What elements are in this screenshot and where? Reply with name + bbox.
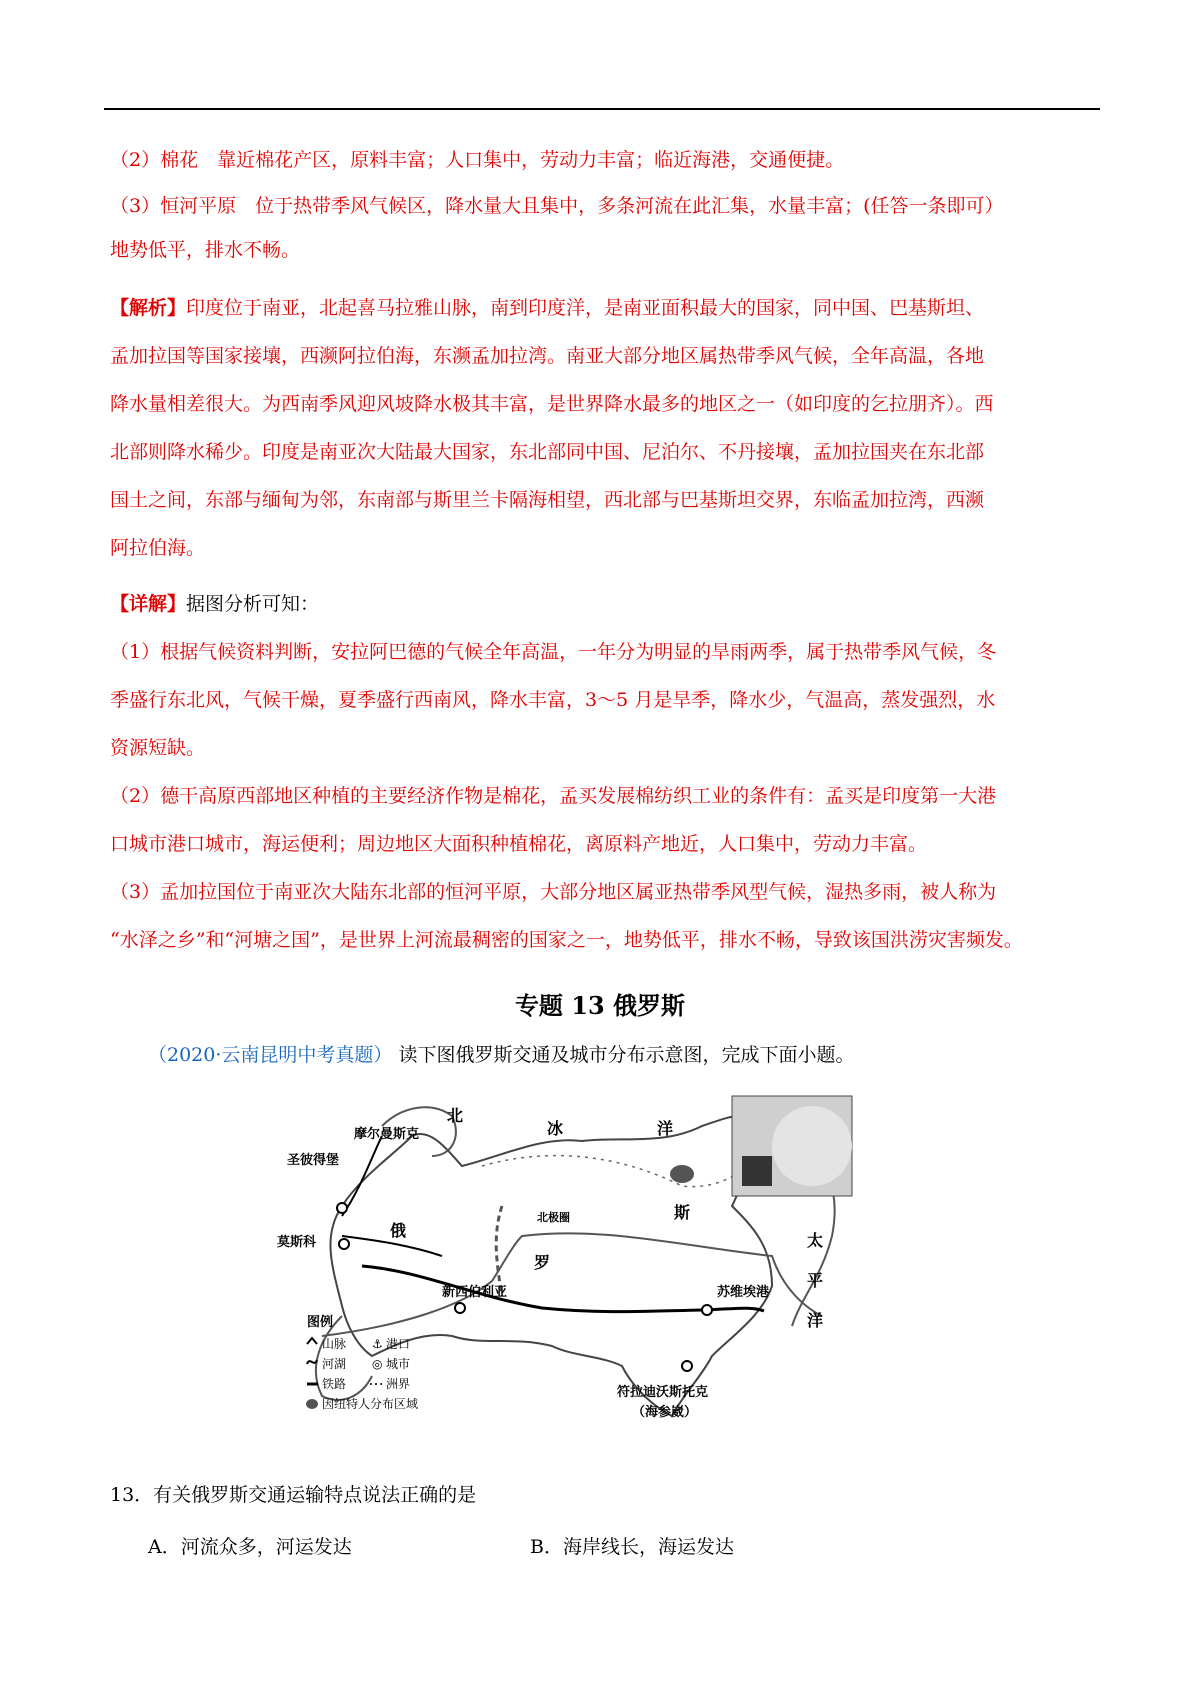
label-vladivostok-alt: （海参崴） — [632, 1405, 698, 1420]
label-vladivostok: 符拉迪沃斯托克 — [617, 1385, 709, 1400]
label-sovetskaya-gavan: 苏维埃港 — [717, 1285, 770, 1300]
city-novosibirsk — [455, 1303, 465, 1313]
label-arctic-circle: 北极圈 — [537, 1211, 570, 1224]
label-st-petersburg: 圣彼得堡 — [287, 1153, 340, 1168]
label-country-3: 斯 — [674, 1203, 691, 1222]
analysis-line: 降水量相差很大。为西南季风迎风坡降水极其丰富，是世界降水最多的地区之一（如印度的乞拉朋齐）。西 — [110, 393, 994, 415]
city-icon: ◎ — [372, 1357, 383, 1371]
label-country-1: 俄 — [390, 1221, 407, 1240]
detail-line: 口城市港口城市，海运便利；周边地区大面积种植棉花，离原料产地近，人口集中，劳动力丰富。 — [110, 833, 928, 855]
inuit-region-marker — [670, 1165, 694, 1183]
answer-2: （2）棉花 靠近棉花产区，原料丰富；人口集中，劳动力丰富；临近海港，交通便捷。 — [110, 149, 845, 171]
question-stem: 13．有关俄罗斯交通运输特点说法正确的是 — [110, 1484, 477, 1506]
answer-block — [110, 142, 1100, 268]
legend-boundary: 洲界 — [386, 1377, 411, 1391]
igloo-shape — [772, 1106, 852, 1186]
inuit-person — [742, 1156, 772, 1186]
detail-line: （2）德干高原西部地区种植的主要经济作物是棉花，孟买发展棉纺织工业的条件有：孟买是印度第一大港 — [110, 785, 997, 807]
legend-title: 图例 — [307, 1315, 334, 1330]
option-key: A． — [148, 1536, 181, 1558]
legend-city: 城市 — [386, 1357, 411, 1371]
label-ocean-north-3: 洋 — [657, 1119, 674, 1138]
inuit-area-icon — [306, 1399, 318, 1409]
legend-port: 港口 — [386, 1337, 411, 1351]
option-key: B． — [530, 1536, 563, 1558]
section-title: 专题 13 俄罗斯 — [514, 991, 686, 1020]
city-sovetskaya-gavan — [702, 1305, 712, 1315]
analysis-label: 【解析】 — [110, 297, 187, 319]
source-tag: （2020·云南昆明中考真题） — [148, 1044, 393, 1066]
city-vladivostok — [682, 1361, 692, 1371]
analysis-line: 阿拉伯海。 — [110, 537, 206, 559]
analysis-line: 国土之间，东部与缅甸为邻，东南部与斯里兰卡隔海相望，西北部与巴基斯坦交界，东临孟加拉湾，西濒 — [110, 489, 985, 511]
label-pacific-1: 太 — [807, 1231, 824, 1250]
detail-line: 资源短缺。 — [110, 737, 206, 759]
option-b[interactable] — [530, 1532, 734, 1559]
legend-river: 河湖 — [322, 1357, 347, 1371]
label-novosibirsk: 新西伯利亚 — [442, 1285, 508, 1300]
header-rule — [104, 108, 1100, 110]
detail-block — [110, 586, 1100, 958]
analysis-block — [110, 290, 1100, 566]
label-pacific-3: 洋 — [807, 1311, 824, 1330]
label-ocean-north-1: 北 — [447, 1106, 464, 1125]
detail-label: 【详解】 — [110, 593, 187, 615]
legend-railway: 铁路 — [322, 1377, 347, 1391]
option-text: 河流众多，河运发达 — [180, 1536, 352, 1558]
label-pacific-2: 平 — [807, 1271, 824, 1290]
detail-line: “水泽之乡”和“河塘之国”，是世界上河流最稠密的国家之一，地势低平，排水不畅，导致该国洪涝灾害频发。 — [110, 929, 1023, 951]
detail-line: （3）孟加拉国位于南亚次大陆东北部的恒河平原，大部分地区属亚热带季风型气候，湿热多雨，被人称为 — [110, 881, 997, 903]
detail-line: （1）根据气候资料判断，安拉阿巴德的气候全年高温，一年分为明显的旱雨两季，属于热带季风气候，冬 — [110, 641, 997, 663]
legend-mountain: 山脉 — [322, 1337, 347, 1351]
option-a[interactable] — [148, 1532, 352, 1559]
question-source — [148, 1040, 854, 1067]
label-moscow: 莫斯科 — [277, 1235, 317, 1250]
russia-map — [277, 1096, 922, 1450]
city-moscow — [339, 1239, 349, 1249]
answer-3-line1: （3）恒河平原 位于热带季风气候区，降水量大且集中，多条河流在此汇集，水量丰富；(任答一条即可） — [110, 195, 1004, 217]
option-text: 海岸线长，海运发达 — [562, 1536, 734, 1558]
detail-line: 季盛行东北风，气候干燥，夏季盛行西南风，降水丰富，3～5 月是旱季，降水少，气温高，蒸发强烈，水 — [110, 689, 996, 711]
label-country-2: 罗 — [534, 1253, 551, 1272]
analysis-line: 北部则降水稀少。印度是南亚次大陆最大国家，东北部同中国、尼泊尔、不丹接壤，孟加拉国夹在东北部 — [110, 441, 985, 463]
anchor-icon: ⚓ — [372, 1337, 383, 1351]
analysis-line: 印度位于南亚，北起喜马拉雅山脉，南到印度洋，是南亚面积最大的国家，同中国、巴基斯坦、 — [186, 297, 985, 319]
label-murmansk: 摩尔曼斯克 — [354, 1127, 420, 1142]
legend-inuit: 因纽特人分布区域 — [322, 1397, 419, 1411]
detail-intro: 据图分析可知： — [186, 593, 320, 615]
answer-3-line2: 地势低平，排水不畅。 — [110, 239, 301, 261]
label-ocean-north-2: 冰 — [547, 1119, 564, 1138]
city-st-petersburg — [337, 1203, 347, 1213]
source-text: 读下图俄罗斯交通及城市分布示意图，完成下面小题。 — [398, 1044, 855, 1066]
analysis-line: 孟加拉国等国家接壤，西濒阿拉伯海，东濒孟加拉湾。南亚大部分地区属热带季风气候，全年高温，各地 — [110, 345, 985, 367]
russia-map-figure — [277, 1096, 922, 1450]
